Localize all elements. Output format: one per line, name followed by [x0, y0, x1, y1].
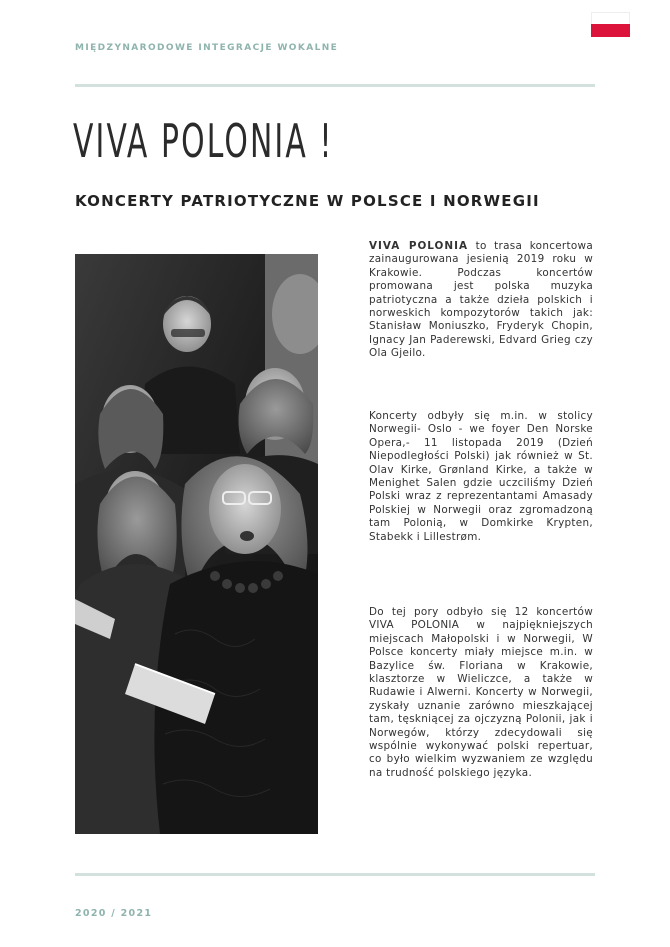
- page-title: VIVA POLONIA !: [73, 114, 334, 168]
- paragraph-intro-lead: VIVA POLONIA: [369, 240, 468, 252]
- choir-photo: [75, 254, 318, 834]
- paragraph-intro: [369, 240, 593, 361]
- top-divider: [75, 84, 595, 87]
- polish-flag-icon: [591, 12, 630, 37]
- paragraph-concert-summary: Do tej pory odbyło się 12 koncertów VIVA POLONIA w najpiękniejszych miejscach Małopolski i w Norwegii, W Polsce koncerty miały miejsce m.in. w Bazylice św. Floriana w Krakowie, klasztorze w Wieliczce, a także w Rudawie i Alwerni. Koncerty w Norwegii, zyskały uznanie zarówno mieszkającej tam, tęskniącej za ojczyzną Polonii, jak i Norwegów, którzy zdecydowali się wspólnie wykonywać polski repertuar, co było wielkim wyzwaniem ze względu na trudność polskiego języka.: [369, 606, 593, 779]
- page-subtitle: KONCERTY PATRIOTYCZNE W POLSCE I NORWEGII: [75, 192, 540, 210]
- organization-name: MIĘDZYNARODOWE INTEGRACJE WOKALNE: [75, 43, 339, 53]
- bottom-divider: [75, 873, 595, 876]
- footer-year: 2020 / 2021: [75, 908, 153, 919]
- paragraph-intro-text: to trasa koncertowa zainaugurowana jesienią 2019 roku w Krakowie. Podczas koncertów promowana jest polska muzyka patriotyczna a także dzieła polskich i norweskich kompozytorów takich jak: Stanisław Moniuszko, Fryderyk Chopin, Ignacy Jan Paderewski, Edvard Grieg czy Ola Gjeilo.: [369, 240, 593, 360]
- paragraph-norway-concerts: Koncerty odbyły się m.in. w stolicy Norwegii- Oslo - we foyer Den Norske Opera,- 11 listopada 2019 (Dzień Niepodległości Polski) jak również w St. Olav Kirke, Grønland Kirke, a także w Menighet Salen gdzie uczciliśmy Dzień Polski wraz z reprezentantami Amasady Polskiej w Norwegii oraz zgromadzoną tam Polonią, w Domkirke Krypten, Stabekk i Lillestrøm.: [369, 410, 593, 543]
- choir-photo-illustration: [75, 254, 318, 834]
